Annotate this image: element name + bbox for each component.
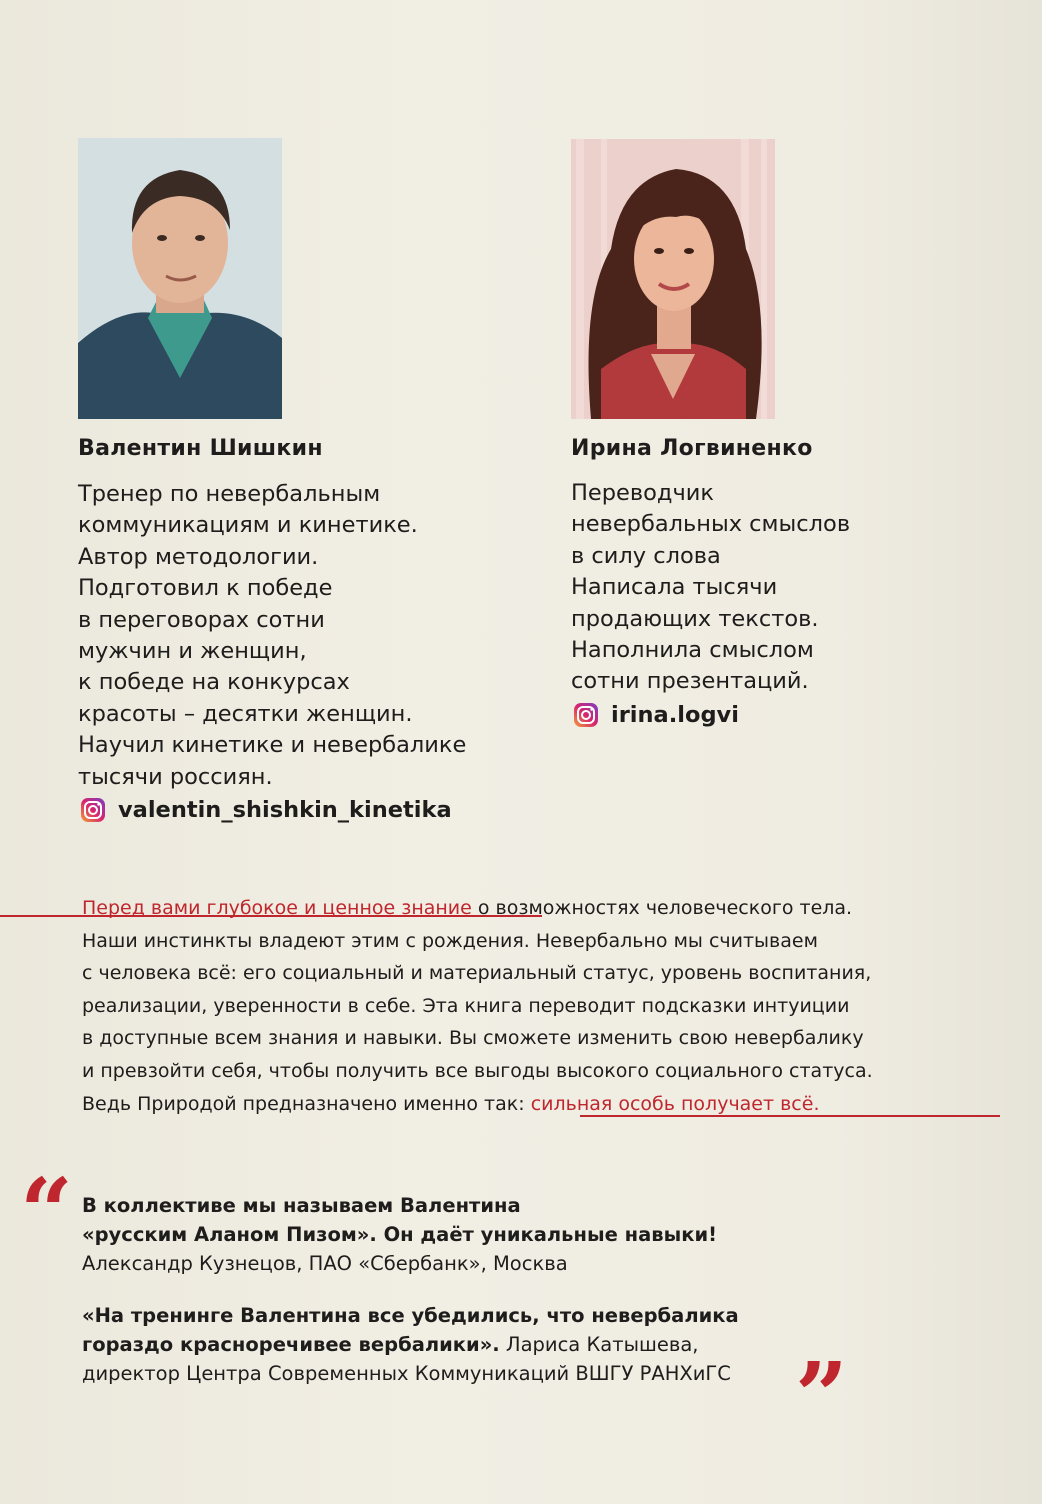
description-text: Ведь Природой предназначено именно так: bbox=[82, 1092, 531, 1115]
bio-line: мужчин и женщин, bbox=[78, 638, 307, 665]
description-line: и превзойти себя, чтобы получить все выгоды высокого социального статуса. bbox=[82, 1059, 873, 1082]
testimonial-1 bbox=[82, 1191, 717, 1278]
author-photo-irina bbox=[571, 139, 775, 419]
author-bio-irina bbox=[571, 478, 850, 698]
author-bio-valentin bbox=[78, 479, 466, 793]
description-line: реализации, уверенности в себе. Эта книга переводит подсказки интуиции bbox=[82, 994, 850, 1017]
description-line: Наши инстинкты владеют этим с рождения. Невербально мы считываем bbox=[82, 929, 818, 952]
testimonial-2 bbox=[82, 1301, 739, 1388]
testimonial-quote-line bbox=[82, 1330, 739, 1359]
bio-line: Написала тысячи bbox=[571, 574, 778, 601]
author-name-irina: Ирина Логвиненко bbox=[571, 436, 813, 461]
portrait-woman-image bbox=[571, 139, 775, 419]
instagram-icon bbox=[80, 797, 106, 823]
bio-line: в переговорах сотни bbox=[78, 606, 325, 633]
bio-line: Научил кинетике и невербалике bbox=[78, 732, 467, 759]
bio-line: в силу слова bbox=[571, 542, 721, 569]
testimonial-attribution: директор Центра Современных Коммуникаций ВШГУ РАНХиГС bbox=[82, 1362, 731, 1385]
bio-line: коммуникациям и кинетике. bbox=[78, 512, 418, 539]
instagram-username: valentin_shishkin_kinetika bbox=[118, 797, 452, 823]
bio-line: невербальных смыслов bbox=[571, 511, 851, 538]
bio-line: Автор методологии. bbox=[78, 543, 319, 570]
testimonial-quote-line: В коллективе мы называем Валентина bbox=[82, 1194, 521, 1217]
portrait-man-image bbox=[78, 138, 282, 419]
bio-line: Переводчик bbox=[571, 480, 714, 506]
description-text: о возможностях человеческого тела. bbox=[471, 897, 853, 919]
author-name-valentin: Валентин Шишкин bbox=[78, 436, 323, 461]
bio-line: Тренер по невербальным bbox=[78, 481, 381, 507]
testimonial-attribution: Александр Кузнецов, ПАО «Сбербанк», Москва bbox=[82, 1252, 568, 1275]
bio-line: Наполнила смыслом bbox=[571, 637, 814, 664]
description-line: с человека всё: его социальный и материальный статус, уровень воспитания, bbox=[82, 962, 872, 985]
book-description bbox=[82, 892, 982, 1120]
testimonial-quote-line: «русским Аланом Пизом». Он даёт уникальные навыки! bbox=[82, 1223, 718, 1246]
bio-line: Подготовил к победе bbox=[78, 575, 333, 602]
bio-line: красоты – десятки женщин. bbox=[78, 700, 413, 727]
accent-underline-bottom bbox=[580, 1115, 1000, 1117]
close-quote-mark: ” bbox=[795, 1342, 848, 1450]
author-photo-valentin bbox=[78, 138, 282, 419]
testimonial-quote-text: гораздо красноречивее вербалики». bbox=[82, 1333, 500, 1356]
description-highlight-end: сильная особь получает всё. bbox=[530, 1092, 820, 1115]
instagram-handle-irina[interactable] bbox=[573, 702, 739, 728]
testimonial-attribution-name: Лариса Катышева, bbox=[499, 1333, 699, 1356]
description-line: в доступные всем знания и навыки. Вы сможете изменить свою невербалику bbox=[82, 1027, 864, 1050]
testimonial-quote-line: «На тренинге Валентина все убедились, что невербалика bbox=[82, 1304, 739, 1327]
description-line bbox=[82, 892, 982, 925]
bio-line: тысячи россиян. bbox=[78, 763, 273, 790]
instagram-handle-valentin[interactable] bbox=[80, 797, 452, 823]
bio-line: сотни презентаций. bbox=[571, 668, 809, 695]
instagram-icon bbox=[573, 702, 599, 728]
open-quote-mark: “ bbox=[20, 1158, 73, 1266]
description-highlight-start: Перед вами глубокое и ценное знание bbox=[82, 897, 472, 919]
bio-line: продающих текстов. bbox=[571, 605, 819, 632]
bio-line: к победе на конкурсах bbox=[78, 669, 350, 696]
instagram-username: irina.logvi bbox=[611, 702, 739, 728]
